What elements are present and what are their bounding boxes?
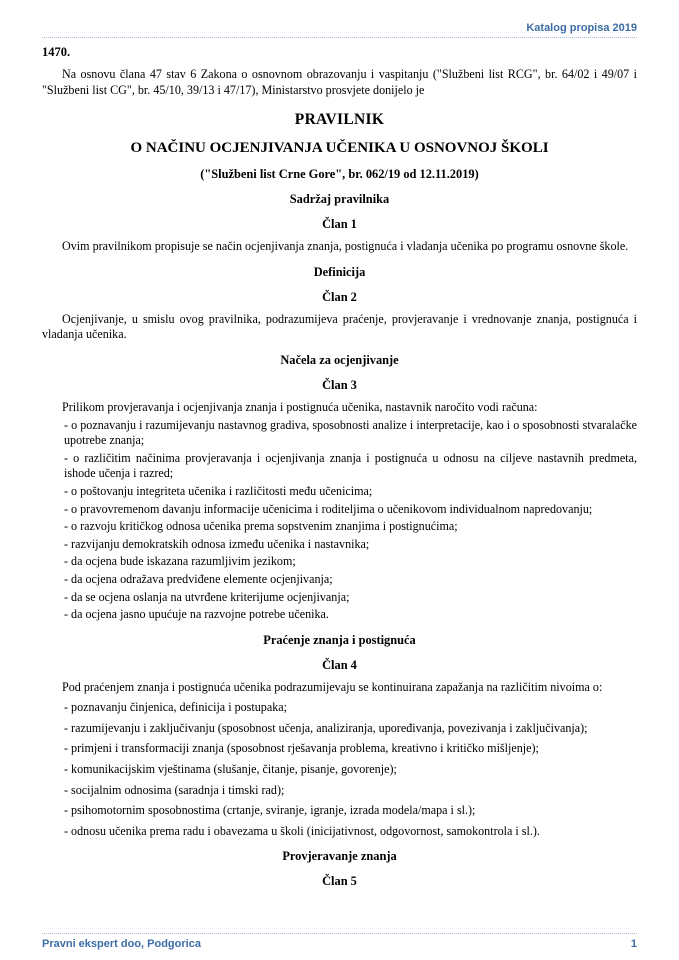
list-item: - razumijevanju i zaključivanju (sposobnost učenja, analiziranja, upoređivanja, povezivanja i zaključivanja);: [64, 720, 588, 735]
list-item: - da ocjena odražava predviđene elemente ocjenjivanja;: [64, 571, 333, 586]
article-4-list: [42, 700, 637, 839]
list-item: - o pravovremenom davanju informacije učenicima i roditeljima o učenikovom individualnom napredovanju;: [64, 501, 593, 516]
list-item: - o razvoju kritičkog odnosa učenika prema sopstvenim znanjima i postignućima;: [64, 519, 458, 534]
list-item: - poznavanju činjenica, definicija i postupaka;: [64, 700, 287, 715]
article-3-intro: Prilikom provjeravanja i ocjenjivanja znanja i postignuća učenika, nastavnik naročito vodi računa:: [62, 399, 538, 414]
article-2-heading: Član 2: [322, 289, 357, 304]
list-item: - da ocjena bude iskazana razumljivim jezikom;: [64, 554, 296, 569]
document-subtitle: O NAČINU OCJENJIVANJA UČENIKA U OSNOVNOJ ŠKOLI: [130, 140, 549, 157]
page-header: [42, 22, 637, 38]
gazette-reference: ("Službeni list Crne Gore", br. 062/19 od 12.11.2019): [200, 167, 479, 182]
article-4-heading: Član 4: [322, 657, 357, 672]
section-nacela-heading: Načela za ocjenjivanje: [280, 352, 399, 367]
list-item: - da se ocjena oslanja na utvrđene kriterijume ocjenjivanja;: [64, 589, 350, 604]
contents-heading: Sadržaj pravilnika: [289, 192, 390, 207]
list-item: - socijalnim odnosima (saradnja i timski rad);: [64, 782, 285, 797]
page-footer: [42, 933, 637, 950]
list-item: - o poznavanju i razumijevanju nastavnog gradiva, sposobnosti analize i interpretacije, kao i o sposobnosti stvaralačke upotrebe znanja;: [64, 417, 637, 448]
item-number: 1470.: [42, 45, 71, 59]
list-item: - odnosu učenika prema radu i obavezama u školi (inicijativnost, odgovornost, samokontrola i sl.).: [64, 823, 540, 838]
article-1-heading: Član 1: [322, 217, 357, 232]
article-5-heading: Član 5: [322, 874, 357, 889]
article-1-body: Ovim pravilnikom propisuje se način ocjenjivanja znanja, postignuća i vladanja učenika po programu osnovne škole.: [62, 239, 629, 254]
list-item: - primjeni i transformaciji znanja (sposobnost rješavanja problema, kreativno i kritičko mišljenje);: [64, 741, 539, 756]
preamble-paragraph: Na osnovu člana 47 stav 6 Zakona o osnovnom obrazovanju i vaspitanju ("Službeni list RCG", br. 64/02 i 49/07 i "Službeni list CG", br. 45/10, 39/13 i 47/17), Ministarstvo prosvjete donijelo je: [42, 67, 637, 97]
list-item: - o poštovanju integriteta učenika i različitosti među učenicima;: [64, 483, 373, 498]
section-definicija-heading: Definicija: [313, 264, 366, 279]
article-2-body: Ocjenjivanje, u smislu ovog pravilnika, podrazumijeva praćenje, provjeravanje i vrednovanje znanja, postignuća i vladanja učenika.: [42, 311, 637, 342]
page-number: 1: [630, 938, 637, 950]
list-item: - da ocjena jasno upućuje na razvojne potrebe učenika.: [64, 607, 329, 622]
list-item: - psihomotornim sposobnostima (crtanje, sviranje, igranje, izrada modela/mapa i sl.);: [64, 803, 476, 818]
list-item: - o različitim načinima provjeravanja i ocjenjivanja znanja i postignuća u odnosu na ciljeve nastavnih predmeta, ishode učenja i razred;: [64, 450, 637, 481]
article-4-intro: Pod praćenjem znanja i postignuća učenika podrazumijevaju se kontinuirana zapažanja na različitim nivoima o:: [62, 679, 603, 694]
document-title: PRAVILNIK: [294, 111, 385, 129]
section-pracenje-heading: Praćenje znanja i postignuća: [263, 632, 416, 647]
article-3-list: [42, 418, 637, 623]
article-3-heading: Član 3: [322, 377, 357, 392]
list-item: - komunikacijskim vještinama (slušanje, čitanje, pisanje, govorenje);: [64, 762, 397, 777]
catalog-header-text: Katalog propisa 2019: [526, 22, 637, 34]
publisher-text: Pravni ekspert doo, Podgorica: [42, 938, 201, 950]
document-body: [42, 45, 637, 889]
list-item: - razvijanju demokratskih odnosa između učenika i nastavnika;: [64, 536, 370, 551]
section-provjeravanje-heading: Provjeravanje znanja: [282, 849, 397, 864]
